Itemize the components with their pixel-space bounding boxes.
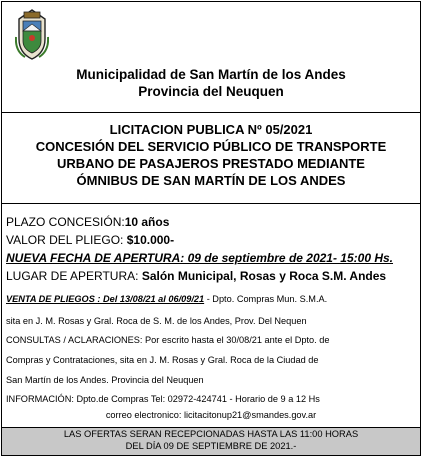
province-name: Provincia del Neuquen: [138, 84, 284, 99]
tender-title-line2: URBANO DE PASAJEROS PRESTADO MEDIANTE: [57, 156, 365, 171]
inquiries-city: San Martín de los Andes. Provincia del Neuquen: [6, 375, 204, 385]
tender-title-line3: ÓMNIBUS DE SAN MARTÍN DE LOS ANDES: [76, 173, 346, 188]
municipal-crest-icon: [15, 7, 49, 61]
municipality-name: Municipalidad de San Martín de los Andes: [76, 67, 346, 82]
information: INFORMACIÓN: Dpto.de Compras Tel: 02972-424741 - Horario de 9 a 12 Hs: [6, 394, 320, 404]
tender-title-line1: CONCESIÓN DEL SERVICIO PÚBLICO DE TRANSPORTE: [35, 139, 387, 154]
tender-number: LICITACION PUBLICA Nº 05/2021: [109, 122, 313, 137]
sale-address: sita en J. M. Rosas y Gral. Roca de S. M. de los Andes, Prov. Del Nequen: [6, 316, 307, 326]
concession-term: PLAZO CONCESIÓN:10 años: [6, 215, 170, 229]
inquiries-address: Compras y Contrataciones, sita en J. M. Rosas y Gral. Roca de la Ciudad de: [6, 355, 319, 365]
divider: [2, 112, 420, 113]
contact-email: correo electronico: licitacitonup21@smandes.gov.ar: [105, 410, 317, 420]
new-opening-date: NUEVA FECHA DE APERTURA: 09 de septiembre de 2021- 15:00 Hs.: [6, 251, 394, 265]
footer-line1: LAS OFERTAS SERAN RECEPCIONADAS HASTA LAS 11:00 HORAS: [63, 429, 359, 439]
opening-place: LUGAR DE APERTURA: Salón Municipal, Rosas y Roca S.M. Andes: [6, 269, 387, 283]
inquiries: CONSULTAS / ACLARACIONES: Por escrito hasta el 30/08/21 ante el Dpto. de: [6, 335, 330, 345]
document-price: VALOR DEL PLIEGO: $10.000-: [6, 233, 175, 247]
sale-period: VENTA DE PLIEGOS : Del 13/08/21 al 06/09/21 - Dpto. Compras Mun. S.M.A.: [6, 294, 328, 304]
divider: [2, 203, 420, 204]
footer-banner: [2, 427, 420, 455]
notice-frame: [1, 1, 421, 456]
footer-line2: DEL DÍA 09 DE SEPTIEMBRE DE 2021.-: [125, 441, 297, 451]
